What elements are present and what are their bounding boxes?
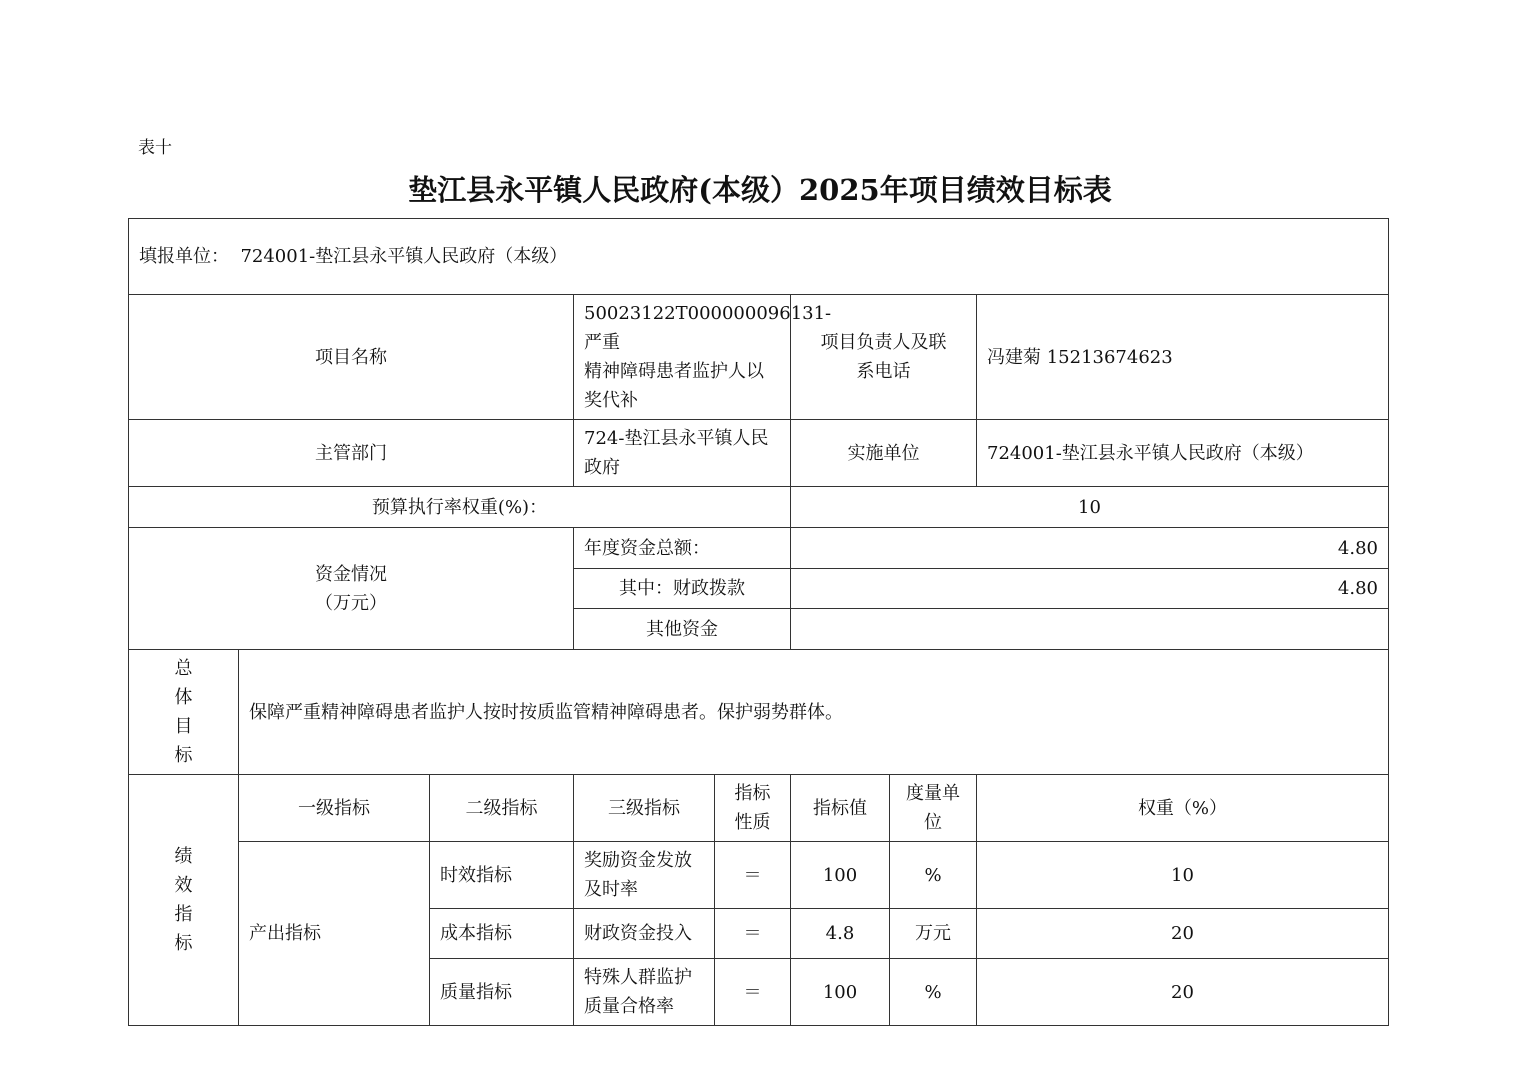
dept-value: 724-垫江县永平镇人民政府 bbox=[574, 420, 791, 487]
fiscal-value: 4.80 bbox=[791, 569, 1389, 609]
header-nature-line2: 性质 bbox=[734, 812, 771, 833]
header-level1: 一级指标 bbox=[239, 775, 430, 842]
contact-value: 冯建菊 15213674623 bbox=[977, 295, 1389, 420]
budget-weight-label: 预算执行率权重(%)： bbox=[129, 487, 791, 528]
unit-cell: 万元 bbox=[890, 909, 977, 959]
overall-goal-text: 保障严重精神障碍患者监护人按时按质监管精神障碍患者。保护弱势群体。 bbox=[239, 650, 1389, 775]
performance-char: 标 bbox=[174, 933, 193, 954]
reporting-unit-label: 填报单位： bbox=[139, 246, 229, 267]
performance-char: 绩 bbox=[174, 846, 193, 867]
table-row bbox=[129, 842, 1389, 909]
level2-cell: 时效指标 bbox=[430, 842, 574, 909]
header-value: 指标值 bbox=[791, 775, 890, 842]
value-cell: 100 bbox=[791, 842, 890, 909]
performance-label bbox=[129, 775, 239, 1026]
contact-label-line2: 系电话 bbox=[856, 361, 911, 382]
funds-label bbox=[129, 528, 574, 650]
overall-goal-char: 体 bbox=[174, 687, 193, 708]
value-cell: 4.8 bbox=[791, 909, 890, 959]
overall-goal-char: 标 bbox=[174, 745, 193, 766]
overall-goal-char: 目 bbox=[174, 716, 193, 737]
header-nature-line1: 指标 bbox=[734, 783, 771, 804]
header-unit-line2: 位 bbox=[924, 812, 942, 833]
performance-char: 指 bbox=[174, 904, 193, 925]
weight-cell: 20 bbox=[977, 909, 1389, 959]
header-nature bbox=[715, 775, 791, 842]
budget-weight-value: 10 bbox=[791, 487, 1389, 528]
impl-value: 724001-垫江县永平镇人民政府（本级） bbox=[977, 420, 1389, 487]
level2-cell: 成本指标 bbox=[430, 909, 574, 959]
table-number: 表十 bbox=[138, 138, 172, 158]
nature-cell: ＝ bbox=[715, 959, 791, 1026]
level3-line1: 特殊人群监护 bbox=[584, 967, 692, 988]
other-funds-label: 其他资金 bbox=[574, 609, 791, 650]
header-level3: 三级指标 bbox=[574, 775, 715, 842]
weight-cell: 10 bbox=[977, 842, 1389, 909]
overall-goal-char: 总 bbox=[174, 658, 193, 679]
reporting-unit-cell bbox=[129, 219, 1389, 295]
performance-char: 效 bbox=[174, 875, 193, 896]
overall-goal-label bbox=[129, 650, 239, 775]
level3-line2: 质量合格率 bbox=[584, 996, 674, 1017]
unit-cell: % bbox=[890, 842, 977, 909]
project-name-line2: 精神障碍患者监护人以奖代补 bbox=[584, 361, 764, 411]
header-unit-line1: 度量单 bbox=[906, 783, 960, 804]
impl-label: 实施单位 bbox=[791, 420, 977, 487]
annual-total-value: 4.80 bbox=[791, 528, 1389, 569]
value-cell: 100 bbox=[791, 959, 890, 1026]
level3-line1: 奖励资金发放 bbox=[584, 850, 692, 871]
nature-cell: ＝ bbox=[715, 909, 791, 959]
level2-cell: 质量指标 bbox=[430, 959, 574, 1026]
funds-label-line2: （万元） bbox=[315, 592, 387, 614]
annual-total-label: 年度资金总额： bbox=[574, 528, 791, 569]
dept-label: 主管部门 bbox=[129, 420, 574, 487]
project-name-value bbox=[574, 295, 832, 420]
unit-cell: % bbox=[890, 959, 977, 1026]
header-level2: 二级指标 bbox=[430, 775, 574, 842]
level3-cell bbox=[574, 959, 715, 1026]
page-title: 垫江县永平镇人民政府(本级）2025年项目绩效目标表 bbox=[408, 173, 1112, 207]
project-name-label: 项目名称 bbox=[129, 295, 574, 420]
weight-cell: 20 bbox=[977, 959, 1389, 1026]
nature-cell: ＝ bbox=[715, 842, 791, 909]
level3-cell bbox=[574, 842, 715, 909]
reporting-unit-value: 724001-垫江县永平镇人民政府（本级） bbox=[240, 246, 568, 267]
level3-line1: 财政资金投入 bbox=[584, 923, 692, 944]
other-funds-value bbox=[791, 609, 1389, 650]
level3-cell bbox=[574, 909, 715, 959]
level3-line2: 及时率 bbox=[584, 879, 638, 900]
fiscal-label: 其中：财政拨款 bbox=[574, 569, 791, 609]
header-unit bbox=[890, 775, 977, 842]
funds-label-line1: 资金情况 bbox=[315, 563, 387, 585]
header-weight: 权重（%） bbox=[977, 775, 1389, 842]
project-name-line1: 50023122T000000096131-严重 bbox=[584, 303, 832, 353]
level1-name: 产出指标 bbox=[239, 842, 430, 1026]
contact-label-line1: 项目负责人及联 bbox=[820, 332, 947, 353]
performance-goal-table bbox=[128, 218, 1389, 1026]
